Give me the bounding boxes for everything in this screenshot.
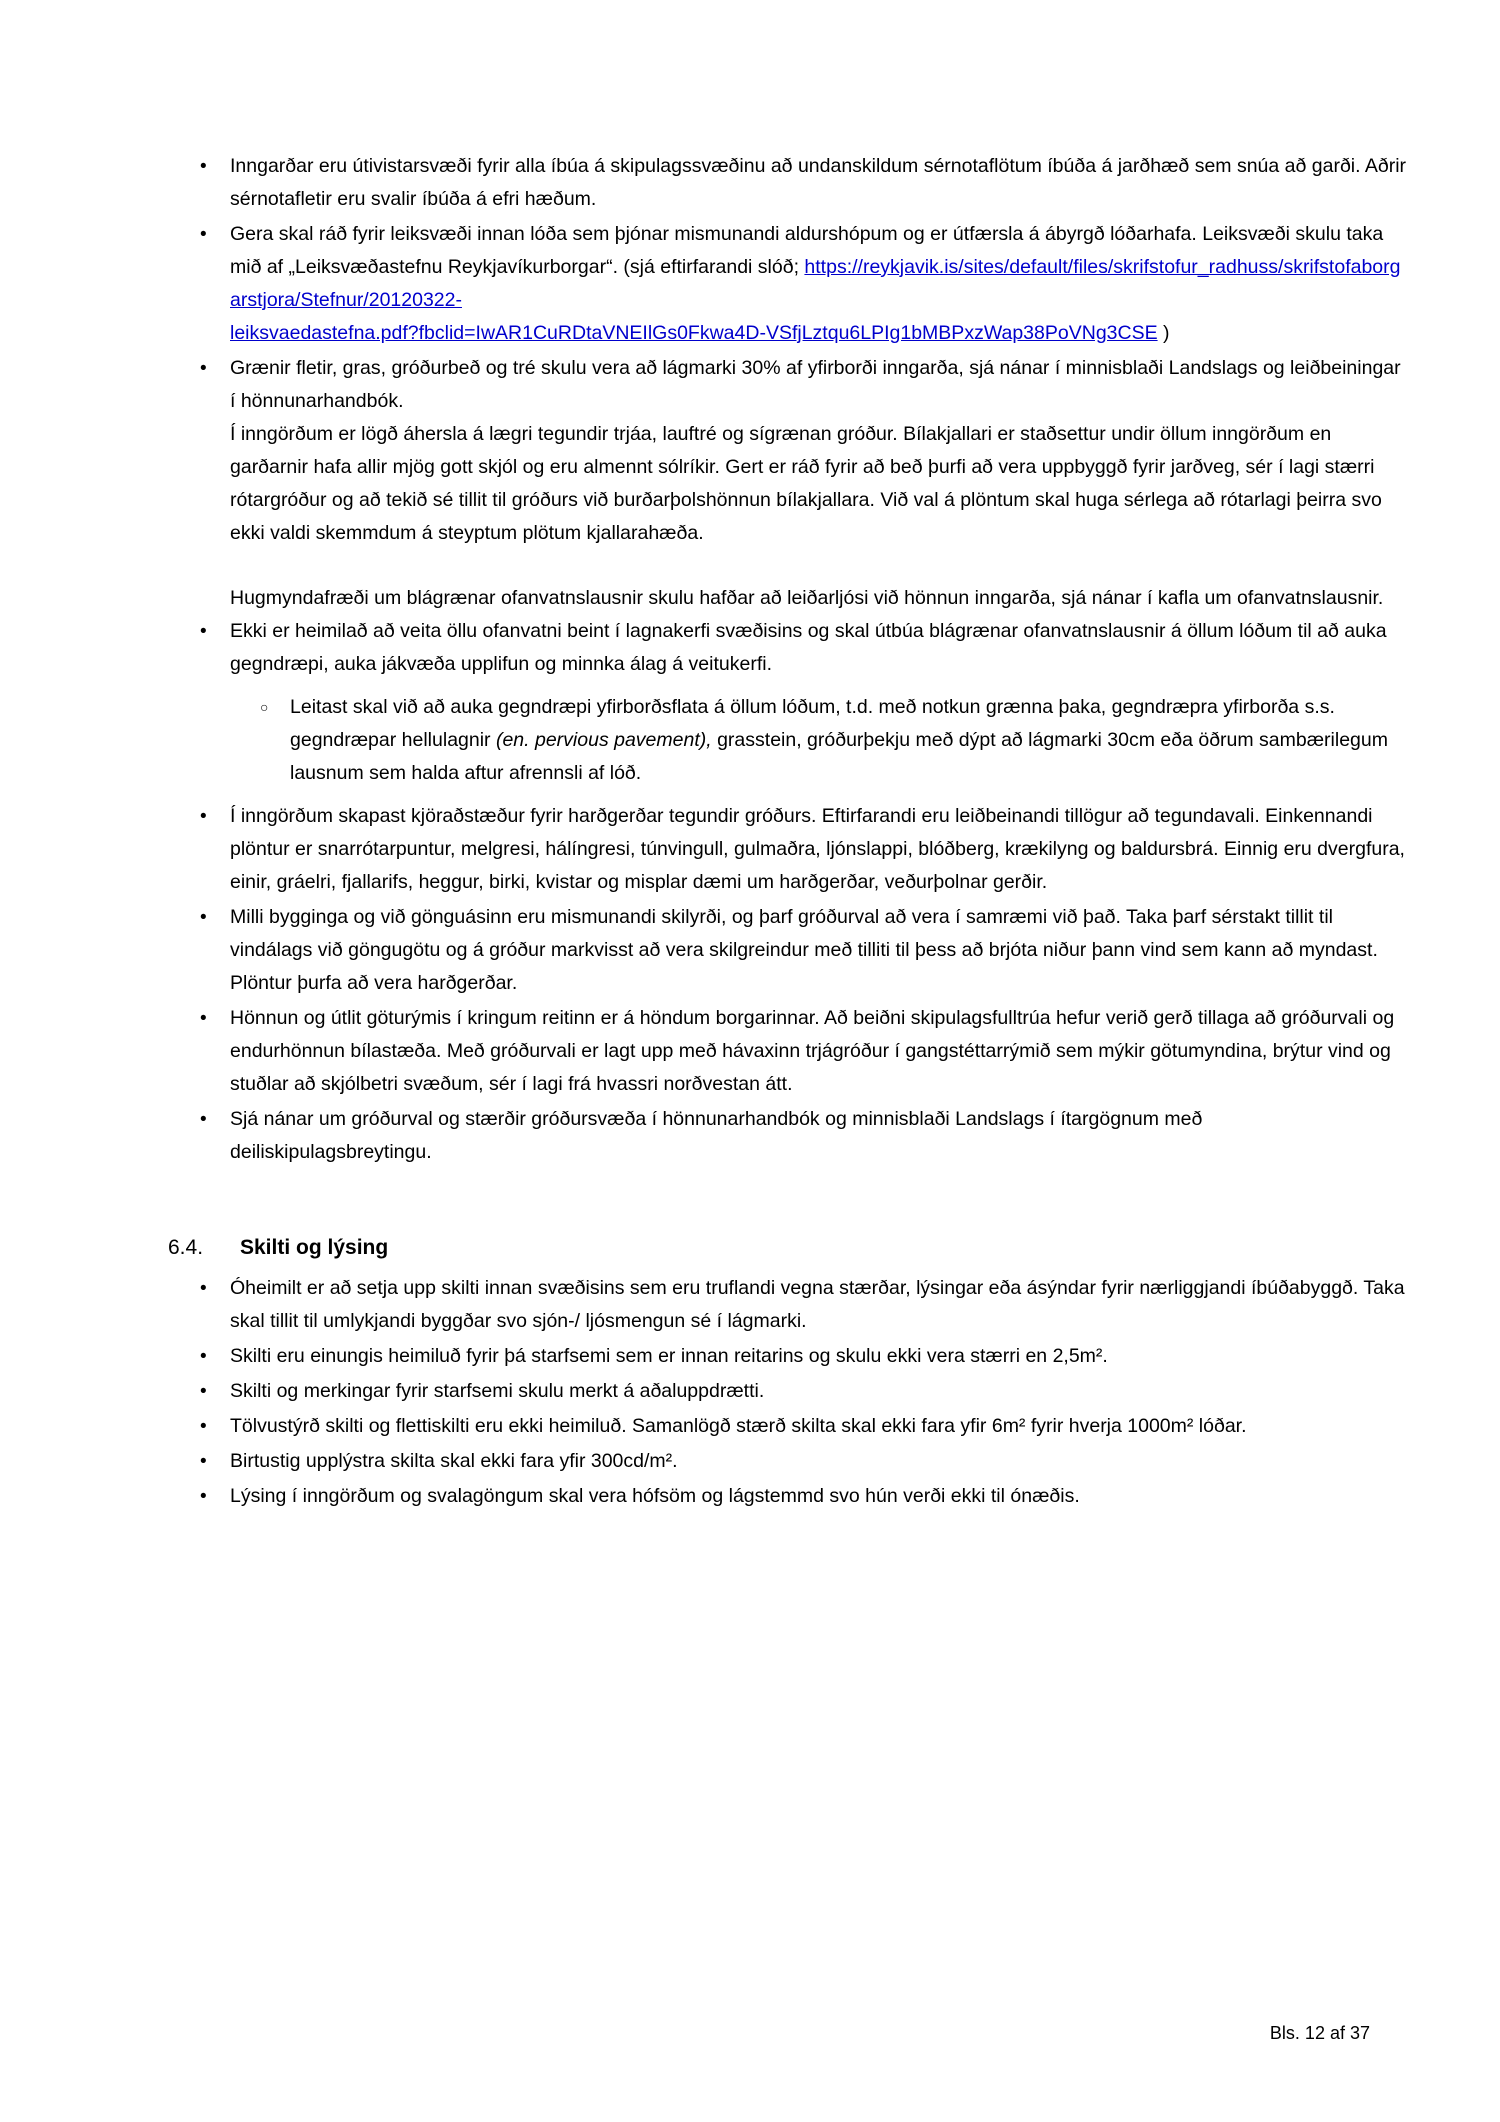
bullet-text-before-link: Gera skal ráð fyrir leiksvæði innan lóða sem þjónar mismunandi aldurshópum og er útfærsla á ábyrgð lóðarhafa. Leiksvæði skulu taka mið af „Leiksvæðastefnu Reykjavíkurborgar“. (sjá eftirfarandi slóð; [230, 223, 1384, 278]
list-item [168, 150, 1408, 216]
list-item-ofanvatn [168, 615, 1408, 681]
section-title: Skilti og lýsing [240, 1236, 389, 1259]
bullet-text: Hönnun og útlit göturýmis í kringum reitinn er á höndum borgarinnar. Að beiðni skipulagsfulltrúa hefur verið gerð tillaga að gróðurvali og endurhönnun bílastæða. Með gróðurvali er lagt upp með hávaxinn trjágróður í gangstéttarrýmið sem mýkir götumyndina, brýtur vind og stuðlar að skjólbetri svæðum, sér í lagi frá hvassri norðvestan átt. [230, 1007, 1395, 1095]
bullet-text: Skilti eru einungis heimiluð fyrir þá starfsemi sem er innan reitarins og skulu ekki vera stærri en 2,5m². [230, 1345, 1108, 1367]
sub-list-item-gegndraepi [168, 691, 1408, 790]
page-content [168, 150, 1408, 1513]
paragraph-spacer [168, 552, 1408, 582]
list-item [168, 800, 1408, 899]
bullet-text: Ekki er heimilað að veita öllu ofanvatni beint í lagnakerfi svæðisins og skal útbúa blágrænar ofanvatnslausnir á öllum lóðum til að auka gegndræpi, auka jákvæða upplifun og minnka álag á veitukerfi. [230, 620, 1387, 675]
graenir-para1: Grænir fletir, gras, gróðurbeð og tré skulu vera að lágmarki 30% af yfirborði inngarða, sjá nánar í minnisblaði Landslags og leiðbeiningar í hönnunarhandbók. [230, 357, 1401, 412]
list-item [168, 1340, 1408, 1373]
list-item [168, 1410, 1408, 1443]
list-item-leiksvaedi [168, 218, 1408, 350]
bullet-text: Inngarðar eru útivistarsvæði fyrir alla íbúa á skipulagssvæðinu að undanskildum sérnotaflötum íbúða á jarðhæð sem snúa að garði. Aðrir sérnotafletir eru svalir íbúða á efri hæðum. [230, 155, 1407, 210]
sub-text-italic: (en. pervious pavement), [495, 729, 712, 751]
leiksvaedastefna-link-line2[interactable]: leiksvaedastefna.pdf?fbclid=IwAR1CuRDtaVNEIlGs0Fkwa4D-VSfjLztqu6LPIg1bMBPxzWap38PoVNg3CSE [230, 322, 1158, 344]
list-item [168, 1445, 1408, 1478]
section-heading-6-4 [168, 1231, 1408, 1264]
bullet-list-skilti [168, 1272, 1408, 1513]
leiksvaedastefna-link-line1[interactable]: https://reykjavik.is/sites/default/files/skrifstofur_radhuss/skrifstofaborgarstjora/Stefnur/20120322- [230, 256, 1401, 311]
bullet-list-top [168, 150, 1408, 550]
section-number: 6.4. [168, 1236, 204, 1259]
list-item [168, 1375, 1408, 1408]
bullet-text: Skilti og merkingar fyrir starfsemi skulu merkt á aðaluppdrætti. [230, 1380, 765, 1402]
list-item [168, 1272, 1408, 1338]
sub-text-part2: grasstein, gróðurþekju með dýpt að lágmarki 30cm eða öðrum sambærilegum lausnum sem halda aftur afrennsli af lóð. [290, 729, 1388, 784]
sub-text-part1: Leitast skal við að auka gegndræpi yfirborðsflata á öllum lóðum, t.d. með notkun grænna þaka, gegndræpra yfirborða s.s. gegndræpar hellulagnir [290, 696, 1335, 751]
list-item-graenir-fletir [168, 352, 1408, 550]
list-item [168, 1002, 1408, 1101]
page-footer: Bls. 12 af 37 [1269, 2023, 1370, 2043]
bullet-text: Tölvustýrð skilti og flettiskilti eru ekki heimiluð. Samanlögð stærð skilta skal ekki fara yfir 6m² fyrir hverja 1000m² lóðar. [230, 1415, 1247, 1437]
bullet-text: Lýsing í inngörðum og svalagöngum skal vera hófsöm og lágstemmd svo hún verði ekki til ónæðis. [230, 1485, 1080, 1507]
paragraph-hugmyndafraedi: Hugmyndafræði um blágrænar ofanvatnslausnir skulu hafðar að leiðarljósi við hönnun inngarða, sjá nánar í kafla um ofanvatnslausnir. [230, 587, 1384, 609]
list-item [168, 901, 1408, 1000]
bullet-text-after-link: ) [1163, 322, 1170, 344]
graenir-para2: Í inngörðum er lögð áhersla á lægri tegundir trjáa, lauftré og sígrænan gróður. Bílakjallari er staðsettur undir öllum inngörðum en garðarnir hafa allir mjög gott skjól og eru almennt sólríkir. Gert er ráð fyrir að beð þurfi að vera uppbyggð fyrir jarðveg, sér í lagi stærri rótargróður og að tekið sé tillit til gróðurs við burðarþolshönnun bílakjallara. Við val á plöntum skal huga sérlega að rótarlagi þeirra svo ekki valdi skemmdum á steyptum plötum kjallarahæða. [230, 423, 1382, 544]
bullet-text: Sjá nánar um gróðurval og stærðir gróðursvæða í hönnunarhandbók og minnisblaði Landslags í ítargögnum með deiliskipulagsbreytingu. [230, 1108, 1203, 1163]
bullet-list-ofanvatn [168, 615, 1408, 1169]
bullet-text: Óheimilt er að setja upp skilti innan svæðisins sem eru truflandi vegna stærðar, lýsingar eða ásýndar fyrir nærliggjandi íbúðabyggð. Taka skal tillit til umlykjandi byggðar svo sjón-/ ljósmengun sé í lágmarki. [230, 1277, 1405, 1332]
list-item [168, 1480, 1408, 1513]
bullet-text: Birtustig upplýstra skilta skal ekki fara yfir 300cd/m². [230, 1450, 678, 1472]
list-item [168, 1103, 1408, 1169]
bullet-text: Milli bygginga og við gönguásinn eru mismunandi skilyrði, og þarf gróðurval að vera í samræmi við það. Taka þarf sérstakt tillit til vindálags við göngugötu og á gróður markvisst að vera skilgreindur með tilliti til þess að brjóta niður þann vind sem kann að myndast. Plöntur þurfa að vera harðgerðar. [230, 906, 1378, 994]
bullet-text: Í inngörðum skapast kjöraðstæður fyrir harðgerðar tegundir gróðurs. Eftirfarandi eru leiðbeinandi tillögur að tegundavali. Einkennandi plöntur er snarrótarpuntur, melgresi, hálíngresi, túnvingull, gulmaðra, ljónslappi, blóðberg, krækilyng og baldursbrá. Einnig eru dvergfura, einir, gráelri, fjallarifs, heggur, birki, kvistar og misplar dæmi um harðgerðar, veðurþolnar gerðir. [230, 805, 1405, 893]
